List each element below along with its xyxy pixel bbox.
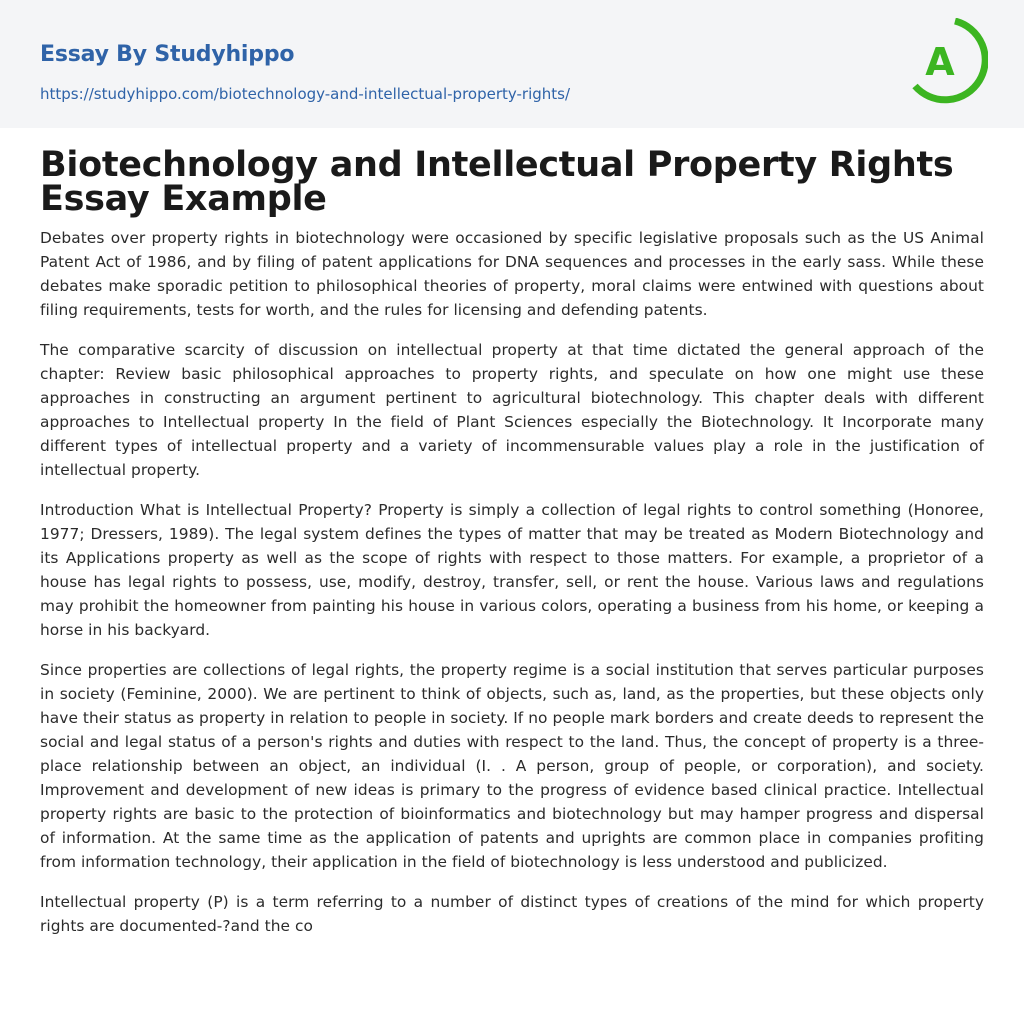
paragraph-1: Debates over property rights in biotechnology were occasioned by specific legislative proposals such as the US Animal Patent Act of 1986, and by filing of patent applications for DNA sequences and processes in the early sass. While these debates make sporadic petition to philosophical theories of property, moral claims were entwined with questions about filing requirements, tests for worth, and the rules for licensing and defending patents. xyxy=(40,229,984,319)
title-line-2: Essay Example xyxy=(40,179,327,219)
site-brand[interactable]: Essay By Studyhippo xyxy=(40,42,295,67)
paragraph-2: The comparative scarcity of discussion on intellectual property at that time dictated the general approach of the chapter: Review basic philosophical approaches to property rights, and speculate on how one might use these approaches in constructing an argument pertinent to agricultural biotechnology. This chapter deals with different approaches to Intellectual property In the field of Plant Sciences especially the Biotechnology. It Incorporate many different types of intellectual property and a variety of incommensurable values play a role in the justification of intellectual property. xyxy=(40,341,984,479)
paragraph-4: Since properties are collections of legal rights, the property regime is a social institution that serves particular purposes in society (Feminine, 2000). We are pertinent to think of objects, such as, land, as the properties, but these objects only have their status as property in relation to people in society. If no people mark borders and create deeds to represent the social and legal status of a person's rights and duties with respect to the land. Thus, the concept of property is a three- place relationship between an object, an individual (I. . A person, group of people, or corporation), and society. Improvement and development of new ideas is primary to the progress of evidence based clinical practice. Intellectual property rights are basic to the protection of bioinformatics and biotechnology but may hamper progress and dispersal of information. At the same time as the application of patents and uprights are common place in companies profiting from information technology, their application in the field of biotechnology is less understood and publicized. xyxy=(40,661,984,871)
paragraph-5: Intellectual property (P) is a term referring to a number of distinct types of creations of the mind for which property rights are documented-?and the co xyxy=(40,893,984,935)
paragraph-3: Introduction What is Intellectual Property? Property is simply a collection of legal rights to control something (Honoree, 1977; Dressers, 1989). The legal system defines the types of matter that may be treated as Modern Biotechnology and its Applications property as well as the scope of rights with respect to those matters. For example, a proprietor of a house has legal rights to possess, use, modify, destroy, transfer, sell, or rent the house. Various laws and regulations may prohibit the homeowner from painting his house in various colors, operating a business from his home, or keeping a horse in his backyard. xyxy=(40,501,984,639)
article-body xyxy=(40,226,984,938)
article xyxy=(40,145,984,954)
site-header xyxy=(0,0,1024,128)
studyhippo-logo-icon[interactable] xyxy=(908,18,988,106)
page-title xyxy=(40,145,984,219)
title-line-1: Biotechnology and Intellectual Property Rights xyxy=(40,145,954,185)
essay-url-link[interactable]: https://studyhippo.com/biotechnology-and-intellectual-property-rights/ xyxy=(40,85,571,103)
logo-letter: A xyxy=(925,40,955,84)
